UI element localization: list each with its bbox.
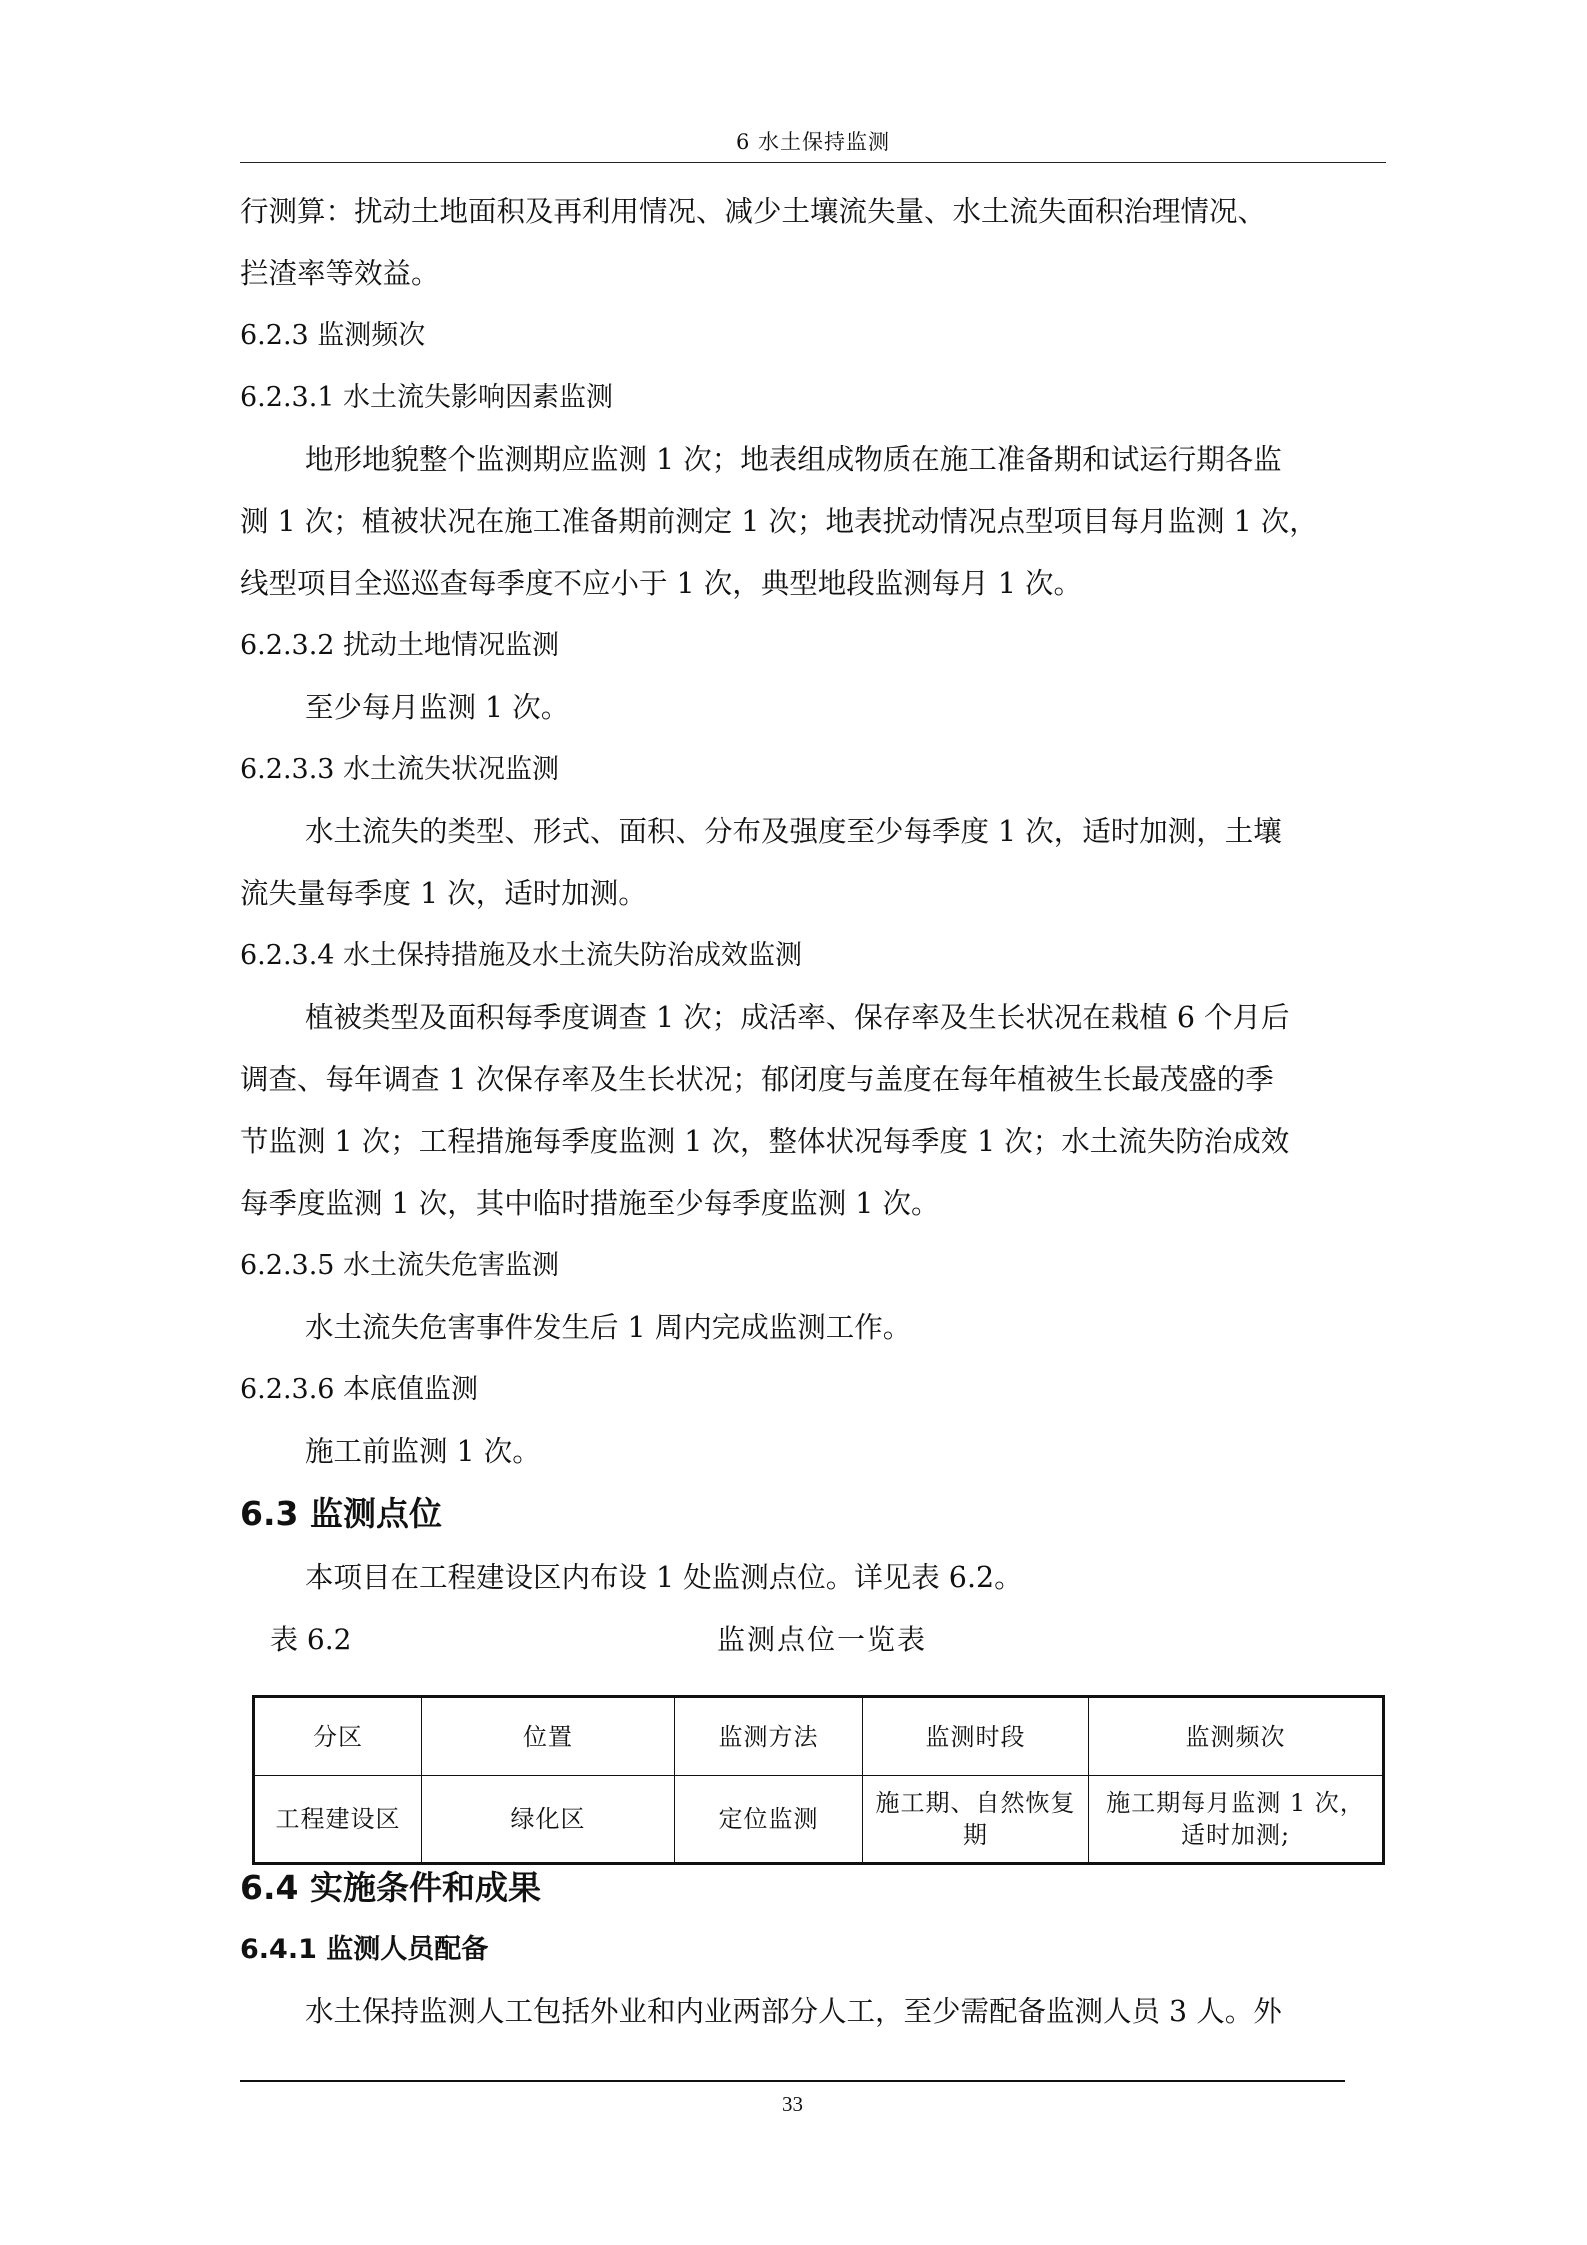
section-6-2-3-title: 6.2.3 监测频次 [240,320,426,351]
section-6-2-3-1-line-1: 地形地貌整个监测期应监测 1 次；地表组成物质在施工准备期和试运行期各监 [305,443,1282,476]
table-number: 表 6.2 [270,1623,352,1656]
section-6-2-3-5-title: 6.2.3.5 水土流失危害监测 [240,1250,560,1281]
section-6-2-3-2-body: 至少每月监测 1 次。 [305,691,570,724]
table-title: 监测点位一览表 [717,1623,928,1656]
section-6-4-title: 6.4 实施条件和成果 [240,1868,541,1907]
section-6-3-body: 本项目在工程建设区内布设 1 处监测点位。详见表 6.2。 [305,1561,1023,1594]
section-6-2-3-3-line-1: 水土流失的类型、形式、面积、分布及强度至少每季度 1 次，适时加测，土壤 [305,815,1282,848]
section-6-2-3-1-line-2: 测 1 次；植被状况在施工准备期前测定 1 次；地表扰动情况点型项目每月监测 1 次， [240,505,1318,538]
section-6-2-3-4-line-3: 节监测 1 次；工程措施每季度监测 1 次，整体状况每季度 1 次；水土流失防治成效 [240,1125,1290,1158]
section-6-2-3-4-line-1: 植被类型及面积每季度调查 1 次；成活率、保存率及生长状况在栽植 6 个月后 [305,1001,1290,1034]
section-6-2-3-6-title: 6.2.3.6 本底值监测 [240,1374,479,1405]
section-6-2-3-1-title: 6.2.3.1 水土流失影响因素监测 [240,382,614,413]
section-6-2-3-4-line-2: 调查、每年调查 1 次保存率及生长状况；郁闭度与盖度在每年植被生长最茂盛的季 [240,1063,1274,1096]
section-6-2-3-6-body: 施工前监测 1 次。 [305,1435,541,1468]
table-header-cell: 监测方法 [675,1697,863,1776]
table-cell: 施工期每月监测 1 次，适时加测; [1089,1776,1384,1864]
section-6-3-title: 6.3 监测点位 [240,1494,442,1533]
section-6-2-3-3-title: 6.2.3.3 水土流失状况监测 [240,754,560,785]
monitoring-points-table [252,1695,1385,1865]
table-header-cell: 分区 [254,1697,422,1776]
table-header-row [254,1697,1384,1776]
section-6-2-3-1-line-3: 线型项目全巡巡查每季度不应小于 1 次，典型地段监测每月 1 次。 [240,567,1083,600]
table-header-cell: 监测频次 [1089,1697,1384,1776]
section-6-4-1-title: 6.4.1 监测人员配备 [240,1934,489,1965]
section-6-2-3-2-title: 6.2.3.2 扰动土地情况监测 [240,630,560,661]
table-header-cell: 监测时段 [863,1697,1089,1776]
footer-rule [240,2080,1345,2082]
table-cell: 定位监测 [675,1776,863,1864]
table-cell: 施工期、自然恢复期 [863,1776,1089,1864]
intro-line-1: 行测算：扰动土地面积及再利用情况、减少土壤流失量、水土流失面积治理情况、 [240,195,1267,228]
table-header-cell: 位置 [422,1697,675,1776]
section-6-2-3-4-line-4: 每季度监测 1 次，其中临时措施至少每季度监测 1 次。 [240,1187,940,1220]
table-cell: 绿化区 [422,1776,675,1864]
section-6-2-3-4-title: 6.2.3.4 水土保持措施及水土流失防治成效监测 [240,940,803,971]
section-6-2-3-3-line-2: 流失量每季度 1 次，适时加测。 [240,877,647,910]
page-header-title: 6 水土保持监测 [735,130,891,154]
page-header [240,122,1386,163]
section-6-4-1-body: 水土保持监测人工包括外业和内业两部分人工，至少需配备监测人员 3 人。外 [305,1995,1282,2028]
page-number: 33 [782,2092,803,2116]
intro-line-2: 拦渣率等效益。 [240,257,440,290]
section-6-2-3-5-body: 水土流失危害事件发生后 1 周内完成监测工作。 [305,1311,912,1344]
table-cell: 工程建设区 [254,1776,422,1864]
table-caption [270,1618,1386,1662]
table-row [254,1776,1384,1864]
